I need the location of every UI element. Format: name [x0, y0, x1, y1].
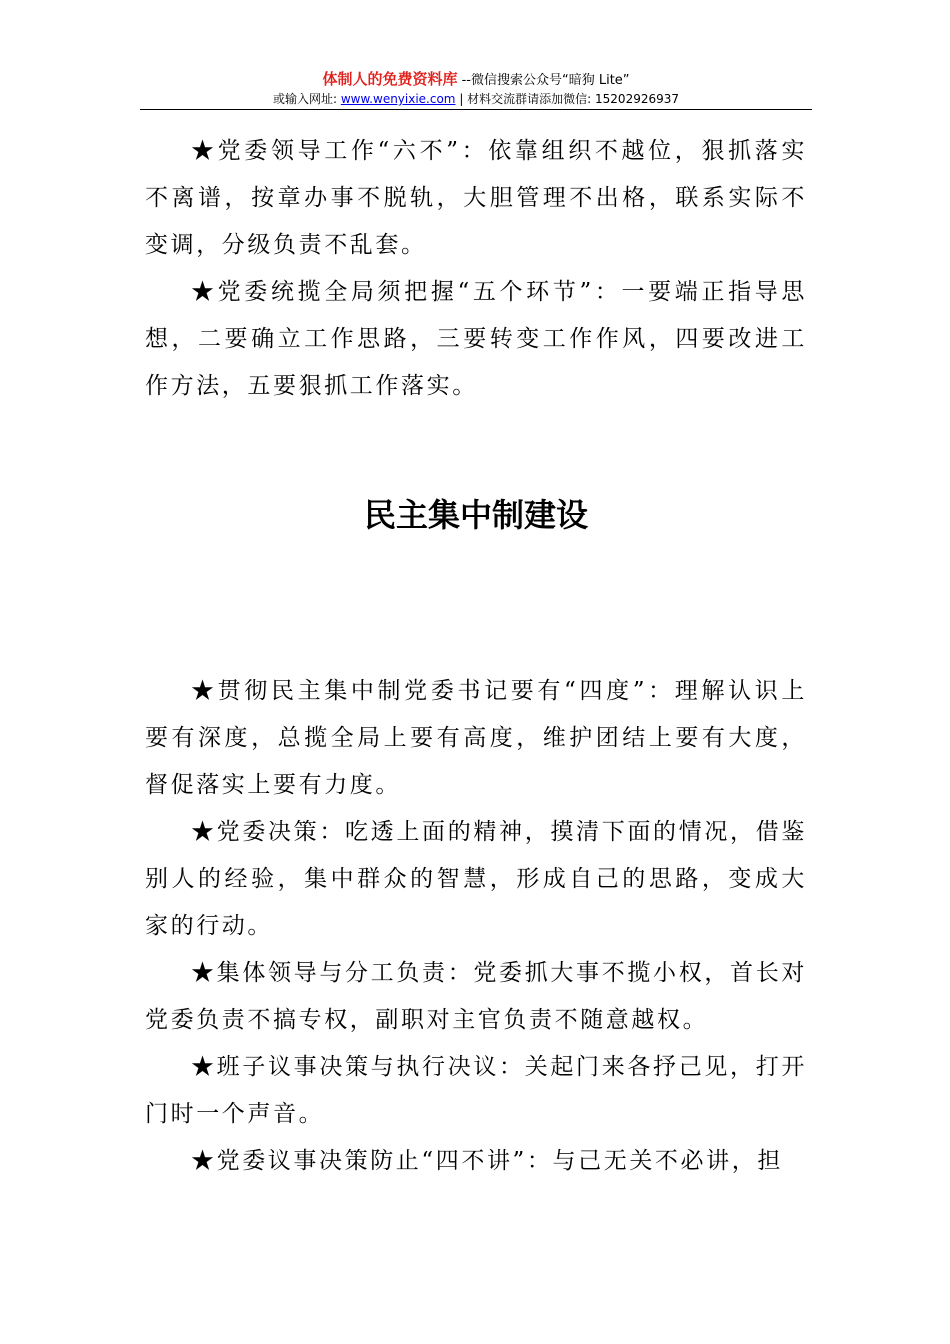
paragraph: ★贯彻民主集中制党委书记要有“四度”：理解认识上要有深度，总揽全局上要有高度，维护团结上要有大度，督促落实上要有力度。 [145, 678, 807, 798]
header-tagline: --微信搜索公众号“暗狗 Lite” [457, 73, 630, 88]
header-divider [140, 109, 812, 110]
paragraph: ★班子议事决策与执行决议：关起门来各抒己见，打开门时一个声音。 [145, 1054, 807, 1127]
header-line-1 [140, 70, 812, 90]
paragraph: ★集体领导与分工负责：党委抓大事不揽小权，首长对党委负责不搞专权，副职对主官负责不随意越权。 [145, 960, 807, 1033]
section-title: 民主集中制建设 [363, 496, 588, 534]
header-line-2 [140, 90, 812, 108]
header-brand: 体制人的免费资料库 [322, 70, 458, 88]
header-url-suffix: | 材料交流群请添加微信: 15202926937 [455, 92, 680, 106]
paragraph: ★党委议事决策防止“四不讲”：与己无关不必讲，担 [191, 1148, 783, 1174]
section-body [145, 668, 807, 1185]
paragraph: ★党委统揽全局须把握“五个环节”：一要端正指导思想，二要确立工作思路，三要转变工作作风，四要改进工作方法，五要狠抓工作落实。 [145, 279, 807, 399]
header-url-link[interactable]: www.wenyixie.com [340, 92, 456, 106]
paragraph: ★党委决策：吃透上面的精神，摸清下面的情况，借鉴别人的经验，集中群众的智慧，形成自己的思路，变成大家的行动。 [145, 819, 807, 939]
top-body [145, 128, 807, 410]
header-url-prefix: 或输入网址: [272, 92, 341, 106]
page-header [140, 70, 812, 108]
paragraph: ★党委领导工作“六不”：依靠组织不越位，狠抓落实不离谱，按章办事不脱轨，大胆管理不出格，联系实际不变调，分级负责不乱套。 [145, 138, 807, 258]
